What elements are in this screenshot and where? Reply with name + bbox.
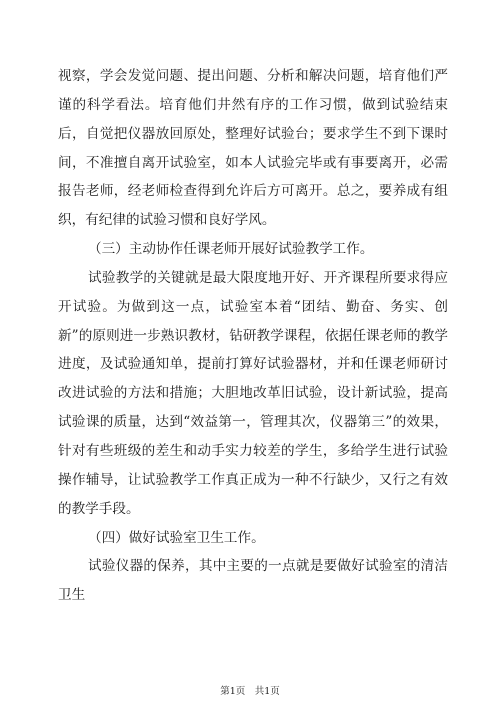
- page-footer: 第1页 共1页: [220, 686, 280, 697]
- paragraph-experiment-teaching: 试验教学的关键就是最大限度地开好、开齐课程所要求得应开试验。为做到这一点，试验室本着“团结、勤奋、务实、创新”的原则进一步熟识教材，钻研教学课程，依据任课老师的教学进度，及试验通知单，提前打算好试验器材，并和任课老师研讨改进试验的方法和措施；大胆地改革旧试验，设计新试验，提高试验课的质量，达到“效益第一，管理其次，仪器第三”的效果，针对有些班级的差生和动手实力较差的学生，多给学生进行试验操作辅导，让试验教学工作真正成为一种不行缺少，又行之有效的教学手段。: [58, 269, 448, 517]
- document-body: [58, 62, 448, 610]
- paragraph-equipment-maintenance: 试验仪器的保养，其中主要的一点就是要做好试验室的清洁卫生: [58, 558, 448, 604]
- section-heading-three: （三）主动协作任课老师开展好试验教学工作。: [88, 241, 374, 258]
- section-heading-four: （四）做好试验室卫生工作。: [88, 529, 265, 546]
- paragraph-continuation: 视察，学会发觉问题、提出问题、分析和解决问题，培育他们严谨的科学看法。培育他们井然有序的工作习惯，做到试验结束后，自觉把仪器放回原处，整理好试验台；要求学生不到下课时间，不准擅自离开试验室，如本人试验完毕或有事要离开，必需报告老师，经老师检查得到允许后方可离开。总之，要养成有组织，有纪律的试验习惯和良好学风。: [58, 68, 448, 229]
